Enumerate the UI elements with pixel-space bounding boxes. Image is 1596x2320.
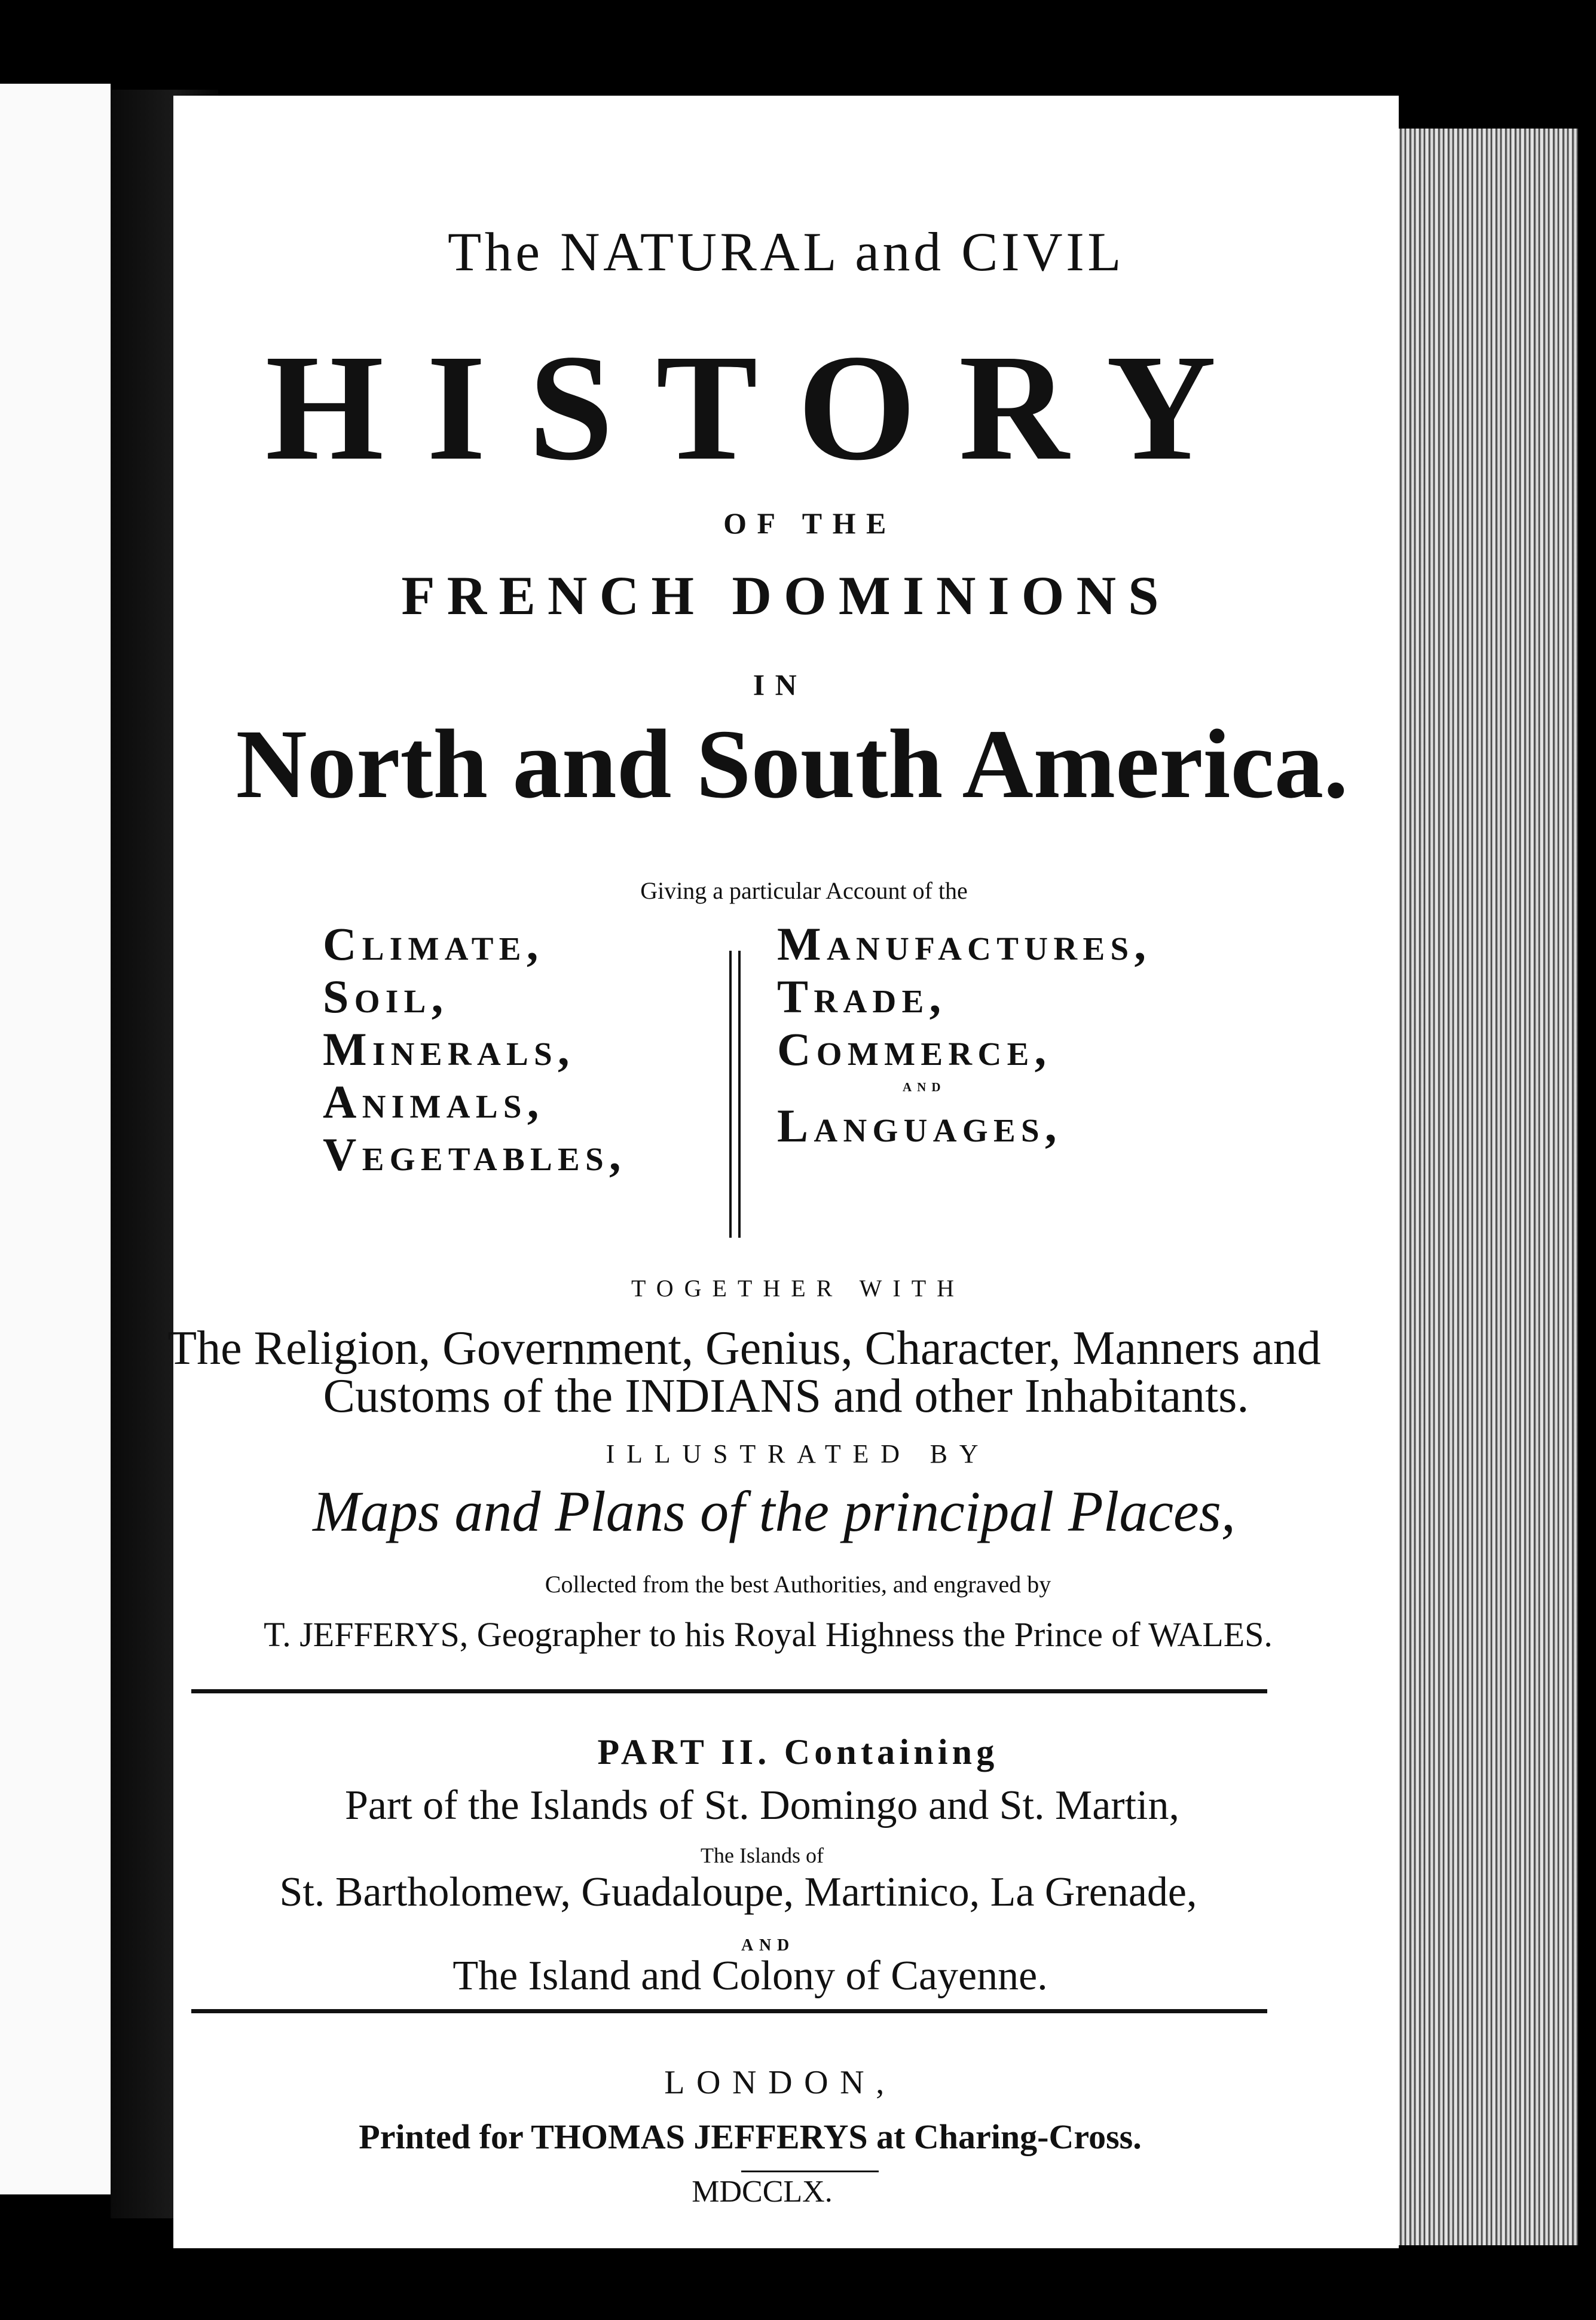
column-separator-1 [729, 951, 732, 1238]
part-and: AND [741, 1936, 796, 1955]
page-edges [1393, 129, 1578, 2245]
imprint-date: MDCCLX. [692, 2175, 833, 2209]
part-two-heading: PART II. Containing [597, 1732, 999, 1772]
column-separator-2 [738, 951, 741, 1238]
religion-line-1: The Religion, Government, Genius, Character, Manners and [167, 1322, 1321, 1375]
subject-soil: Soil, [323, 970, 449, 1022]
subject-minerals: Minerals, [323, 1023, 575, 1075]
title-of-the: OF THE [723, 506, 897, 540]
giving-account: Giving a particular Account of the [640, 877, 968, 904]
part-line-3: The Island and Colony of Cayenne. [452, 1953, 1048, 1999]
title-history: HISTORY [265, 323, 1259, 492]
divider-rule-1 [191, 1689, 1267, 1693]
title-line-1: The NATURAL and CIVIL [448, 221, 1124, 282]
title-america: North and South America. [236, 709, 1349, 819]
part-line-2: St. Bartholomew, Guadaloupe, Martinico, La Grenade, [279, 1869, 1197, 1915]
subject-commerce: Commerce, [777, 1023, 1052, 1075]
left-subject-list [323, 918, 626, 1181]
together-with: TOGETHER WITH [631, 1275, 965, 1302]
title-french-dominions: FRENCH DOMINIONS [401, 565, 1171, 626]
right-subject-list [777, 918, 1151, 1152]
date-rule [741, 2171, 879, 2172]
subject-animals: Animals, [323, 1076, 545, 1128]
imprint-printed-for: Printed for THOMAS JEFFERYS at Charing-Cross. [359, 2117, 1142, 2156]
subject-languages: Languages, [777, 1100, 1062, 1152]
maps-and-plans: Maps and Plans of the principal Places, [313, 1479, 1236, 1543]
subject-manufactures: Manufactures, [777, 918, 1152, 970]
divider-rule-2 [191, 2009, 1267, 2013]
imprint-london: LONDON, [664, 2064, 896, 2101]
part-line-1: Part of the Islands of St. Domingo and St. Martin, [344, 1782, 1179, 1828]
facing-page-edge [0, 84, 111, 2194]
illustrated-by: ILLUSTRATED BY [606, 1439, 990, 1469]
subject-vegetables: Vegetables, [323, 1128, 626, 1180]
title-in: IN [753, 668, 808, 701]
subject-climate: Climate, [323, 918, 544, 970]
islands-of: The Islands of [701, 1843, 824, 1867]
engraver-line: T. JEFFERYS, Geographer to his Royal Highness the Prince of WALES. [264, 1615, 1273, 1654]
title-page [167, 96, 1399, 2248]
religion-line-2: Customs of the INDIANS and other Inhabitants. [323, 1370, 1249, 1422]
subject-and: and [903, 1076, 946, 1095]
collected-from: Collected from the best Authorities, and engraved by [545, 1571, 1051, 1598]
subject-trade: Trade, [777, 970, 947, 1022]
